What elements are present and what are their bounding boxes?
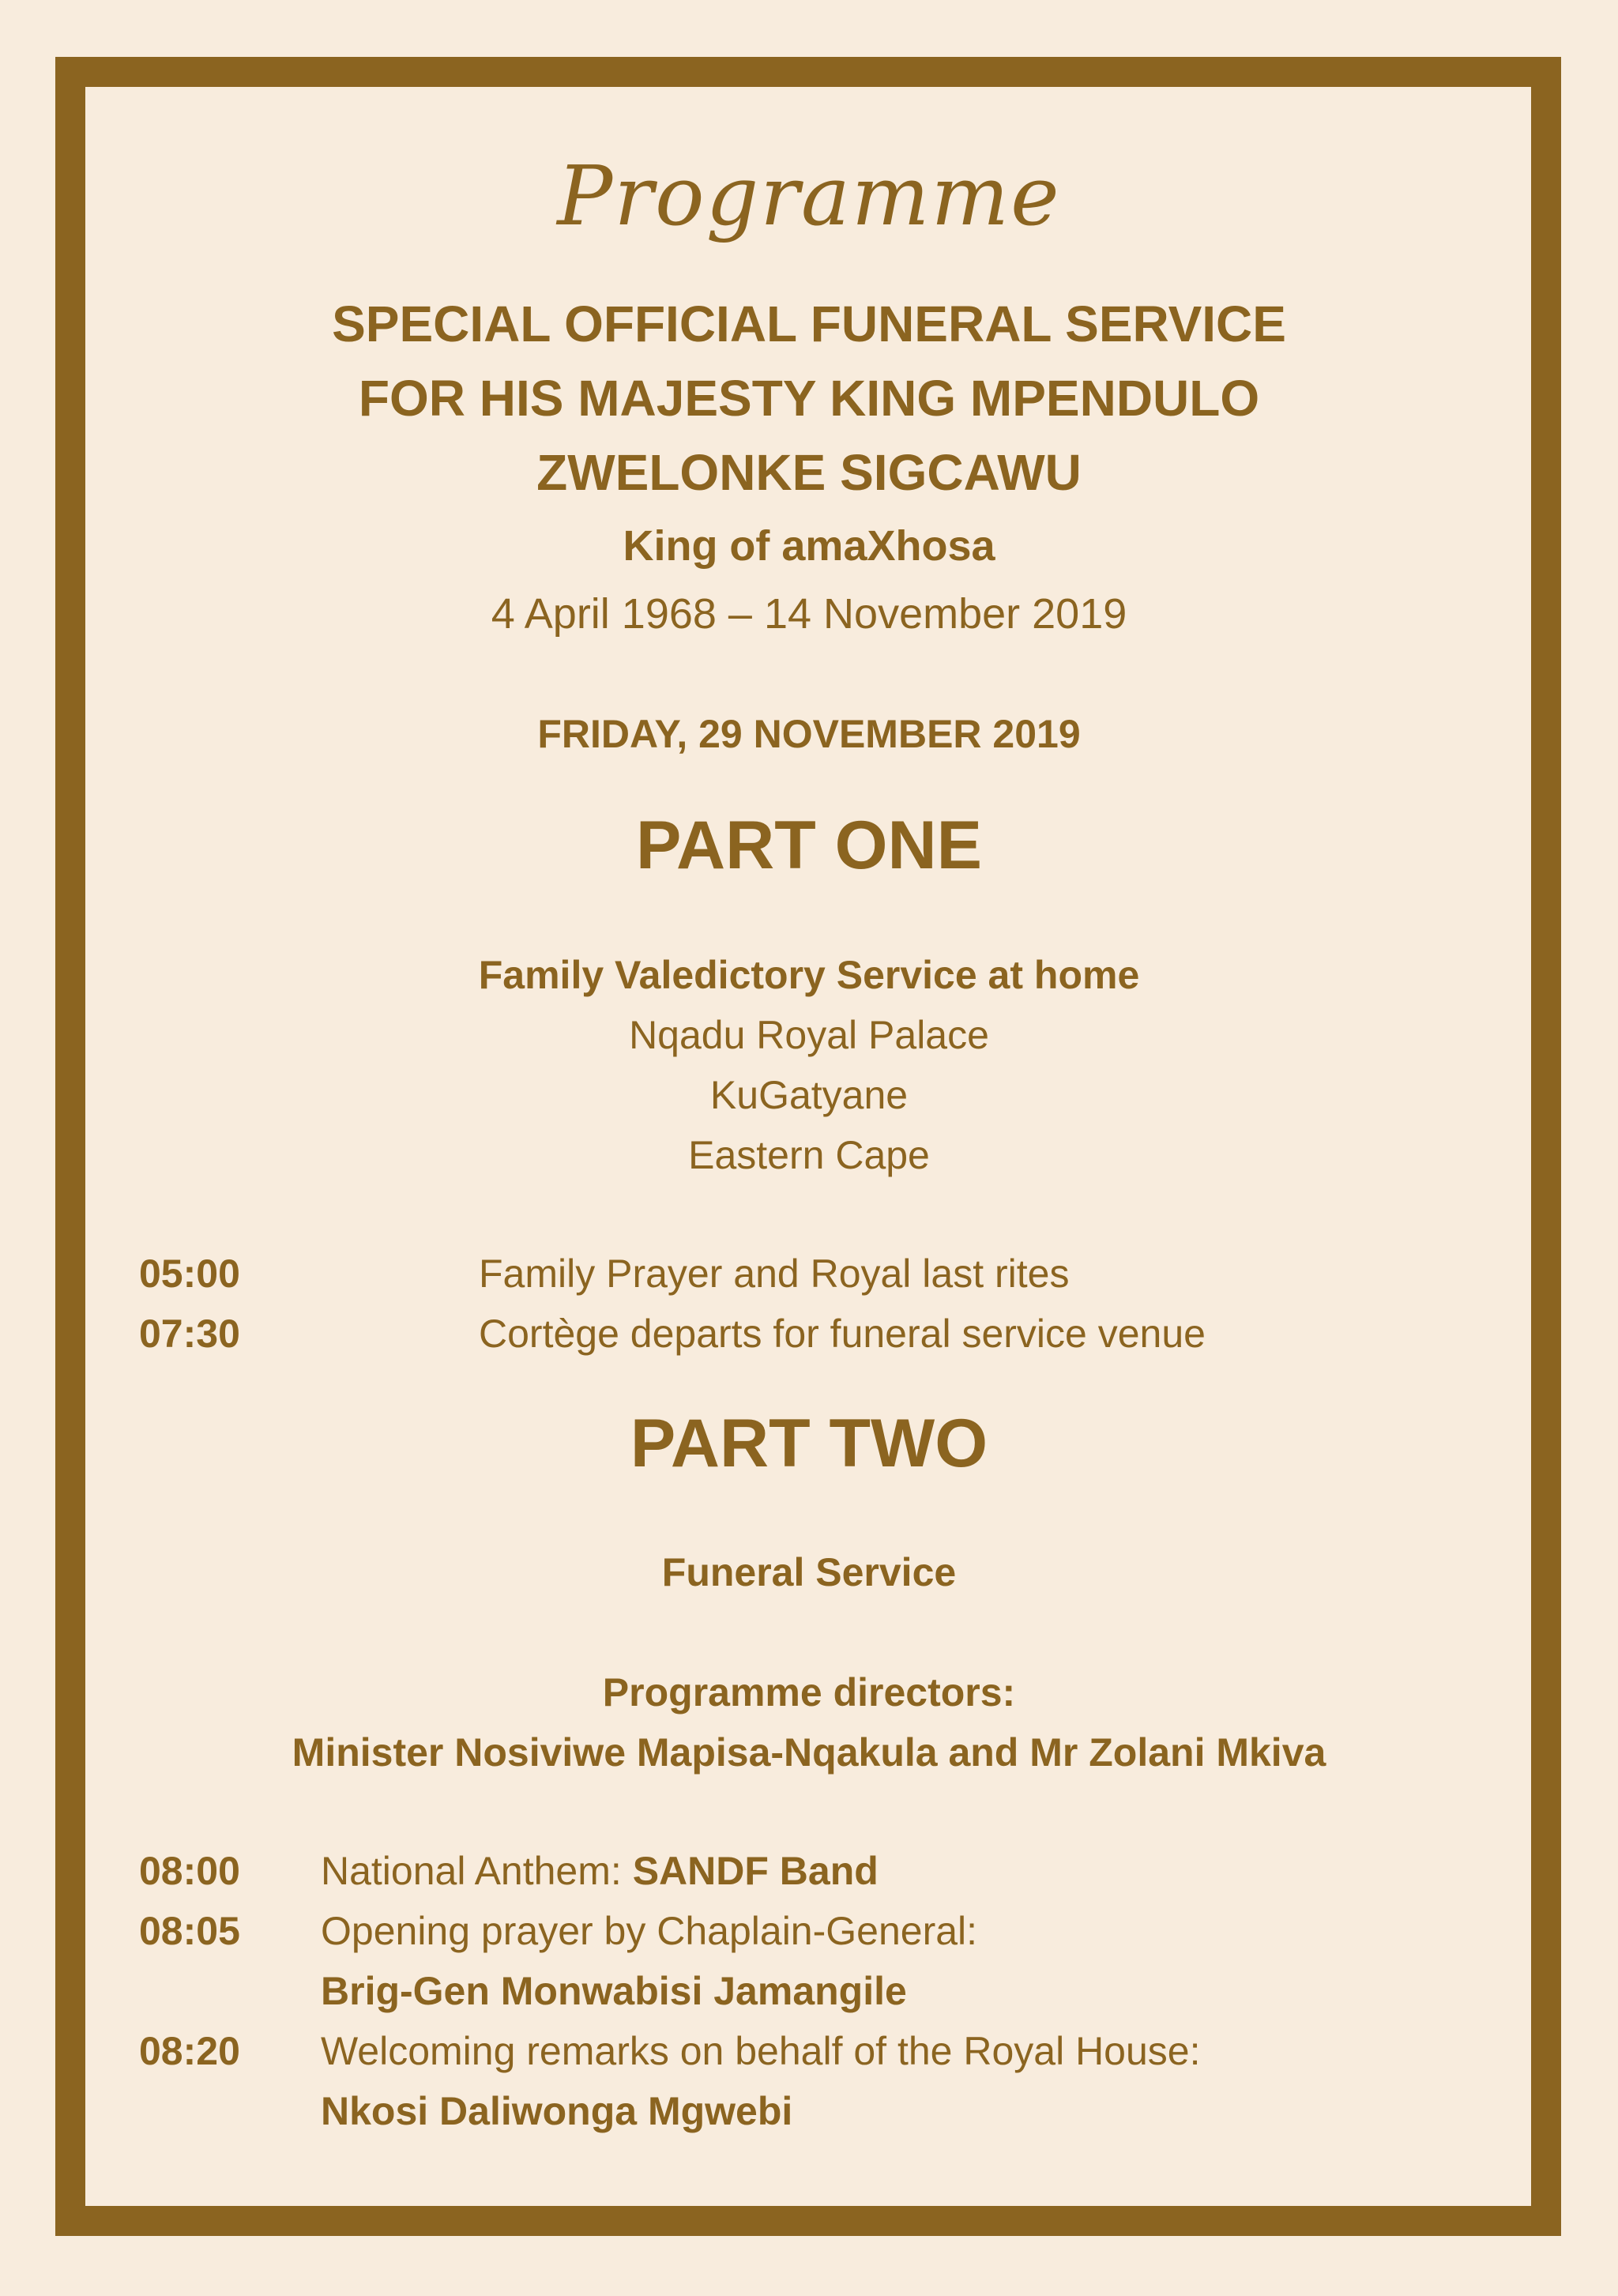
schedule-time: 08:00	[139, 1849, 240, 1893]
schedule-description: Family Prayer and Royal last rites	[479, 1252, 1070, 1296]
schedule-speaker: Brig-Gen Monwabisi Jamangile	[321, 1969, 907, 2013]
schedule-performer: SANDF Band	[632, 1849, 879, 1893]
schedule-description	[321, 1841, 879, 1901]
schedule-time: 07:30	[139, 1312, 240, 1356]
schedule-time: 08:20	[139, 2029, 240, 2073]
schedule-time: 05:00	[139, 1252, 240, 1296]
event-date: FRIDAY, 29 NOVEMBER 2019	[537, 712, 1081, 756]
programme-directors-label: Programme directors:	[602, 1670, 1016, 1714]
king-subtitle: King of amaXhosa	[623, 522, 995, 570]
part-one-heading: PART ONE	[636, 807, 982, 883]
programme-script-title: Programme	[557, 148, 1061, 244]
schedule-description: Welcoming remarks on behalf of the Royal House:	[321, 2029, 1201, 2073]
part-two-service-name: Funeral Service	[661, 1550, 957, 1594]
schedule-description: Opening prayer by Chaplain-General:	[321, 1909, 978, 1953]
life-dates: 4 April 1968 – 14 November 2019	[491, 590, 1127, 638]
part-one-service-name: Family Valedictory Service at home	[478, 953, 1140, 997]
part-two-heading: PART TWO	[630, 1406, 988, 1481]
venue-line-1: Nqadu Royal Palace	[629, 1013, 989, 1057]
service-title-line-3: ZWELONKE SIGCAWU	[536, 444, 1082, 501]
schedule-description-text: National Anthem:	[321, 1849, 633, 1893]
schedule-time: 08:05	[139, 1909, 240, 1953]
schedule-speaker: Nkosi Daliwonga Mgwebi	[321, 2089, 793, 2133]
programme-directors-names: Minister Nosiviwe Mapisa-Nqakula and Mr Zolani Mkiva	[292, 1730, 1326, 1775]
schedule-description: Cortège departs for funeral service venue	[479, 1312, 1206, 1356]
venue-line-3: Eastern Cape	[688, 1133, 930, 1177]
venue-line-2: KuGatyane	[709, 1073, 909, 1117]
service-title-line-1: SPECIAL OFFICIAL FUNERAL SERVICE	[332, 295, 1286, 352]
service-title-line-2: FOR HIS MAJESTY KING MPENDULO	[358, 370, 1260, 427]
